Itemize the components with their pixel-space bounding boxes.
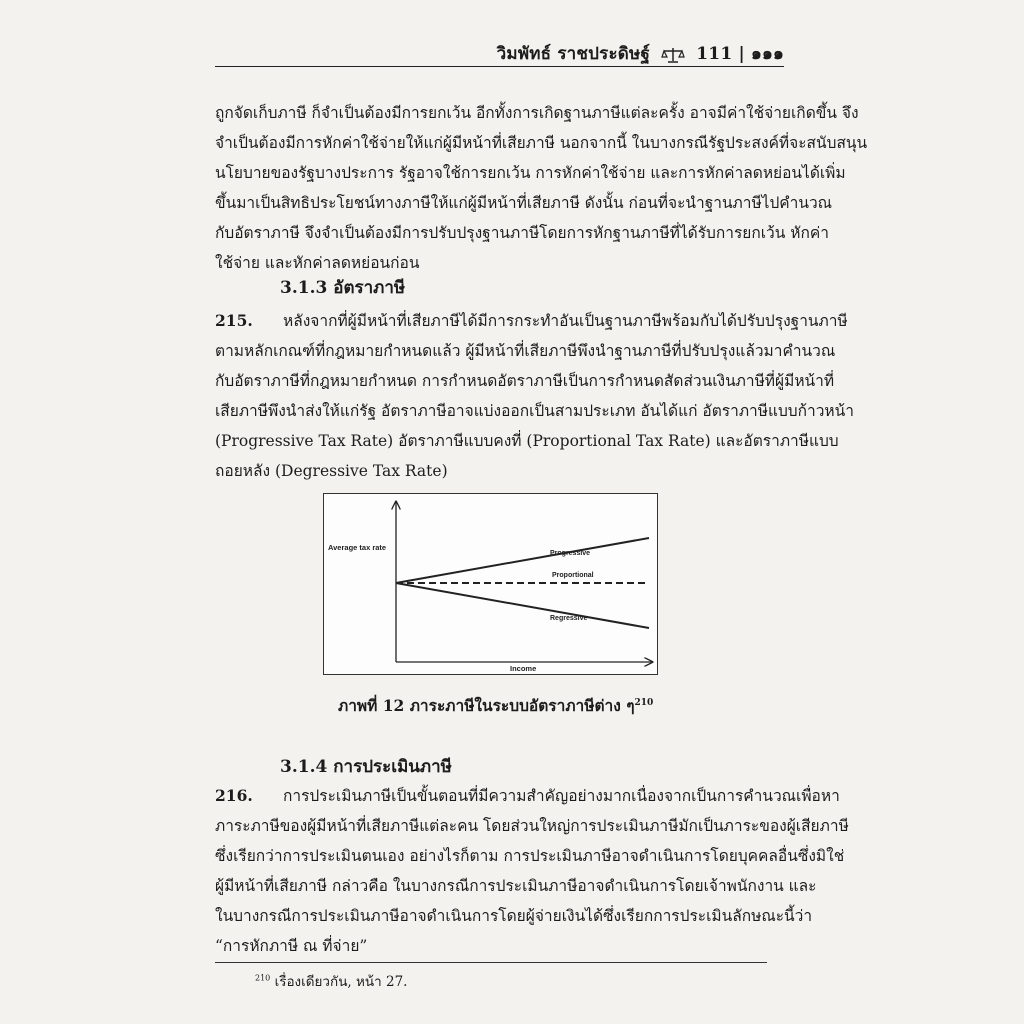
figure-caption xyxy=(338,693,653,718)
header-rule xyxy=(215,66,784,67)
paragraph-number: 216. xyxy=(215,786,253,805)
paragraph-line: เสียภาษีพึงนำส่งให้แก่รัฐ อัตราภาษีอาจแบ่งออกเป็นสามประเภท อันได้แก่ อัตราภาษีแบบก้าวหน้า xyxy=(215,402,854,420)
paragraph-line: ตามหลักเกณฑ์ที่กฎหมายกำหนดแล้ว ผู้มีหน้าที่เสียภาษีพึงนำฐานภาษีที่ปรับปรุงแล้วมาคำนวณ xyxy=(215,342,836,360)
footnote-rule xyxy=(215,962,767,963)
paragraph-line: “การหักภาษี ณ ที่จ่าย” xyxy=(215,937,368,955)
header-page-thai: ๑๑๑ xyxy=(751,44,784,64)
paragraph-215 xyxy=(215,306,854,486)
section-heading-tax-assessment: 3.1.4 การประเมินภาษี xyxy=(280,757,452,777)
paragraph-line: ถอยหลัง (Degressive Tax Rate) xyxy=(215,462,448,480)
figure-caption-text: ภาพที่ 12 ภาระภาษีในระบบอัตราภาษีต่าง ๆ xyxy=(338,696,635,715)
paragraph-line: ผู้มีหน้าที่เสียภาษี กล่าวคือ ในบางกรณีการประเมินภาษีอาจดำเนินการโดยเจ้าพนักงาน และ xyxy=(215,877,817,895)
regressive-label: Regressive xyxy=(550,615,588,622)
paragraph-line: กับอัตราภาษีที่กฎหมายกำหนด การกำหนดอัตราภาษีเป็นการกำหนดสัดส่วนเงินภาษีที่ผู้มีหน้าที่ xyxy=(215,372,835,390)
paragraph-number: 215. xyxy=(215,311,253,330)
section-heading-tax-rate: 3.1.3 อัตราภาษี xyxy=(280,278,406,298)
intro-line: กับอัตราภาษี จึงจำเป็นต้องมีการปรับปรุงฐานภาษีโดยการหักฐานภาษีที่ได้รับการยกเว้น หักค่า xyxy=(215,224,829,242)
tax-rate-figure xyxy=(323,493,658,675)
running-header xyxy=(497,40,784,67)
paragraph-line: (Progressive Tax Rate) อัตราภาษีแบบคงที่ (Proportional Tax Rate) และอัตราภาษีแบบ xyxy=(215,432,839,450)
footnote-text: เรื่องเดียวกัน, หน้า 27. xyxy=(274,974,408,990)
x-axis-label: Income xyxy=(510,664,537,673)
footnote xyxy=(255,970,407,992)
figure-caption-footnote-ref: 210 xyxy=(634,697,654,708)
paragraph-line: การประเมินภาษีเป็นขั้นตอนที่มีความสำคัญอย่างมากเนื่องจากเป็นการคำนวณเพื่อหา xyxy=(283,787,840,805)
footnote-number: 210 xyxy=(255,973,271,983)
intro-line: นโยบายของรัฐบางประการ รัฐอาจใช้การยกเว้น การหักค่าใช้จ่าย และการหักค่าลดหย่อนได้เพิ่ม xyxy=(215,164,846,182)
intro-line: ใช้จ่าย และหักค่าลดหย่อนก่อน xyxy=(215,254,420,272)
intro-line: จำเป็นต้องมีการหักค่าใช้จ่ายให้แก่ผู้มีหน้าที่เสียภาษี นอกจากนี้ ในบางกรณีรัฐประสงค์ที่จะสนับสนุน xyxy=(215,134,868,152)
paragraph-216 xyxy=(215,781,849,961)
paragraph-line: ในบางกรณีการประเมินภาษีอาจดำเนินการโดยผู้จ่ายเงินได้ซึ่งเรียกการประเมินลักษณะนี้ว่า xyxy=(215,907,813,925)
regressive-line xyxy=(396,583,649,628)
progressive-line xyxy=(396,538,649,583)
intro-paragraph xyxy=(215,98,868,278)
header-page-arabic: 111 xyxy=(696,44,733,64)
paragraph-line: ภาระภาษีของผู้มีหน้าที่เสียภาษีแต่ละคน โดยส่วนใหญ่การประเมินภาษีมักเป็นภาระของผู้เสียภาษี xyxy=(215,817,849,835)
header-separator: | xyxy=(738,44,745,64)
header-author: วิมพัทธ์ ราชประดิษฐ์ xyxy=(496,44,651,64)
scales-of-justice-icon xyxy=(662,47,684,63)
tax-rate-diagram xyxy=(324,494,657,674)
intro-line: ถูกจัดเก็บภาษี ก็จำเป็นต้องมีการยกเว้น อีกทั้งการเกิดฐานภาษีแต่ละครั้ง อาจมีค่าใช้จ่ายเกิดขึ้น จึง xyxy=(215,104,859,122)
proportional-label: Proportional xyxy=(552,572,594,579)
paragraph-line: หลังจากที่ผู้มีหน้าที่เสียภาษีได้มีการกระทำอันเป็นฐานภาษีพร้อมกับได้ปรับปรุงฐานภาษี xyxy=(283,312,848,330)
paragraph-line: ซึ่งเรียกว่าการประเมินตนเอง อย่างไรก็ตาม การประเมินภาษีอาจดำเนินการโดยบุคคลอื่นซึ่งมิใช่ xyxy=(215,847,845,865)
y-axis-label: Average tax rate xyxy=(328,543,387,552)
intro-line: ขึ้นมาเป็นสิทธิประโยชน์ทางภาษีให้แก่ผู้มีหน้าที่เสียภาษี ดังนั้น ก่อนที่จะนำฐานภาษีไปคำนวณ xyxy=(215,194,833,212)
progressive-label: Progressive xyxy=(550,550,591,557)
